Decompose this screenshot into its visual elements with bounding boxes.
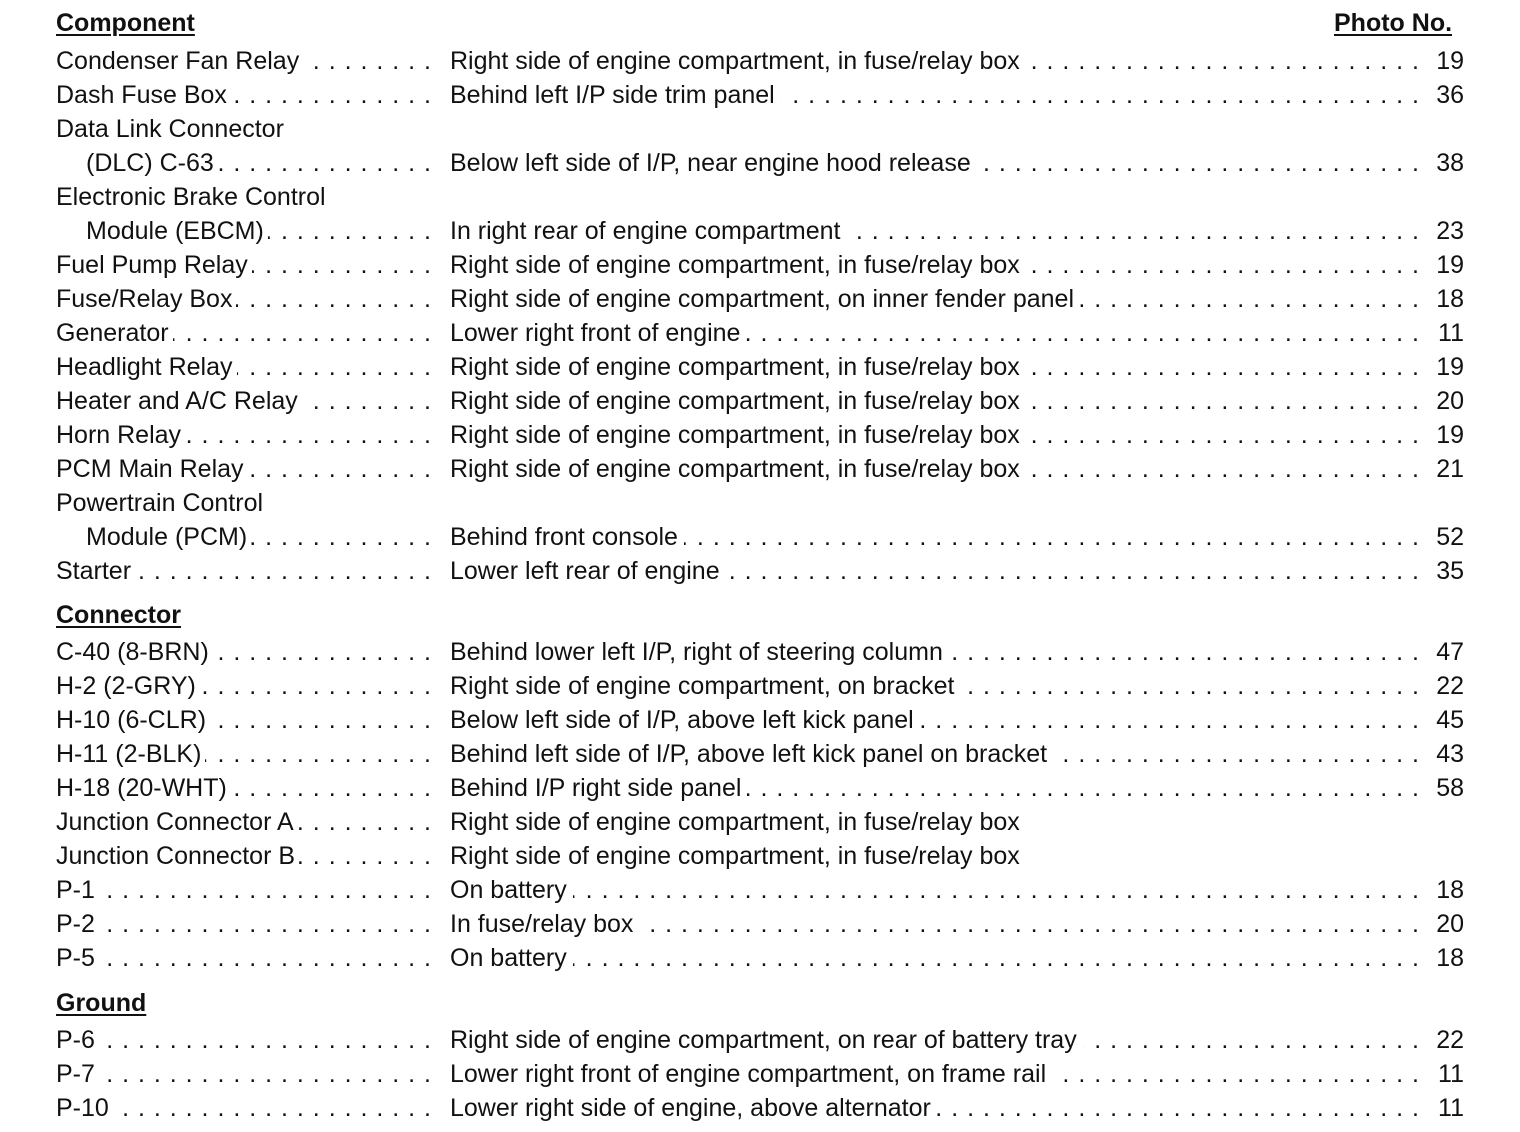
component-name-label: Module (EBCM) bbox=[56, 217, 268, 245]
component-row bbox=[0, 78, 1520, 112]
photo-no-heading: Photo No. bbox=[1334, 9, 1453, 37]
connector-name-label: H-18 (20-WHT) bbox=[56, 774, 231, 802]
connector-location bbox=[450, 907, 1420, 941]
component-location-label: Right side of engine compartment, in fuse/relay box bbox=[450, 251, 1026, 279]
component-name-label: (DLC) C-63 bbox=[56, 149, 218, 177]
ground-location-label: Lower right front of engine compartment, on frame rail bbox=[450, 1060, 1052, 1088]
connector-row bbox=[0, 805, 1520, 839]
component-photo-number: 18 bbox=[1436, 285, 1464, 313]
connector-location-label: Right side of engine compartment, in fuse/relay box bbox=[450, 808, 1026, 836]
component-name-label: Starter bbox=[56, 557, 135, 585]
component-row bbox=[0, 214, 1520, 248]
component-row bbox=[0, 248, 1520, 282]
connector-location bbox=[450, 737, 1420, 771]
component-photo-number: 21 bbox=[1436, 455, 1464, 483]
component-location-label: Lower right front of engine bbox=[450, 319, 746, 347]
component-location bbox=[450, 112, 1420, 146]
connector-location bbox=[450, 669, 1420, 703]
component-location bbox=[450, 452, 1420, 486]
connector-name bbox=[56, 703, 432, 737]
component-name-label: Generator bbox=[56, 319, 173, 347]
component-name-label: Dash Fuse Box bbox=[56, 81, 231, 109]
connector-photo-number: 47 bbox=[1436, 638, 1464, 666]
component-name bbox=[56, 418, 432, 452]
connector-row bbox=[0, 771, 1520, 805]
ground-photo-number: 11 bbox=[1438, 1060, 1464, 1088]
component-photo-number: 11 bbox=[1438, 319, 1464, 347]
component-name-label: Horn Relay bbox=[56, 421, 185, 449]
component-location-label: Right side of engine compartment, in fuse/relay box bbox=[450, 421, 1026, 449]
component-name bbox=[56, 384, 432, 418]
ground-location bbox=[450, 1091, 1420, 1125]
component-name bbox=[56, 316, 432, 350]
ground-location bbox=[450, 1057, 1420, 1091]
component-location bbox=[450, 180, 1420, 214]
component-photo-number: 38 bbox=[1436, 149, 1464, 177]
ground-name bbox=[56, 1023, 432, 1057]
component-location-label: Behind left I/P side trim panel bbox=[450, 81, 781, 109]
component-location bbox=[450, 418, 1420, 452]
component-name-label: Fuse/Relay Box bbox=[56, 285, 236, 313]
component-photo-number: 19 bbox=[1436, 47, 1464, 75]
connector-name bbox=[56, 941, 432, 975]
ground-photo-number: 22 bbox=[1436, 1026, 1464, 1054]
connector-location-label: Right side of engine compartment, in fuse/relay box bbox=[450, 842, 1026, 870]
connector-photo-number: 22 bbox=[1436, 672, 1464, 700]
component-photo-number: 36 bbox=[1436, 81, 1464, 109]
connector-name-label: P-2 bbox=[56, 910, 99, 938]
connector-photo-number: 18 bbox=[1436, 876, 1464, 904]
component-location bbox=[450, 520, 1420, 554]
connector-name bbox=[56, 737, 432, 771]
component-photo-number: 19 bbox=[1436, 421, 1464, 449]
component-row bbox=[0, 384, 1520, 418]
component-row bbox=[0, 316, 1520, 350]
component-location-label: Right side of engine compartment, in fuse/relay box bbox=[450, 387, 1026, 415]
connector-photo-number: 45 bbox=[1436, 706, 1464, 734]
component-location-label: Lower left rear of engine bbox=[450, 557, 726, 585]
component-location-label: Behind front console bbox=[450, 523, 684, 551]
component-name bbox=[56, 78, 432, 112]
component-name bbox=[56, 282, 432, 316]
component-photo-number: 19 bbox=[1436, 353, 1464, 381]
component-location-label: Right side of engine compartment, on inner fender panel bbox=[450, 285, 1080, 313]
component-name bbox=[56, 520, 432, 554]
component-name bbox=[56, 112, 432, 146]
ground-location-label: Right side of engine compartment, on rear of battery tray bbox=[450, 1026, 1083, 1054]
component-location-label: Right side of engine compartment, in fuse/relay box bbox=[450, 353, 1026, 381]
connector-location bbox=[450, 839, 1420, 873]
component-row bbox=[0, 112, 1520, 146]
connector-name-label: Junction Connector A bbox=[56, 808, 298, 836]
component-location bbox=[450, 282, 1420, 316]
connector-location-label: Right side of engine compartment, on bracket bbox=[450, 672, 960, 700]
component-name bbox=[56, 486, 432, 520]
ground-name-label: P-10 bbox=[56, 1094, 113, 1122]
connector-location bbox=[450, 941, 1420, 975]
component-name-label: Fuel Pump Relay bbox=[56, 251, 252, 279]
ground-location-label: Lower right side of engine, above alternator bbox=[450, 1094, 937, 1122]
component-photo-number: 23 bbox=[1436, 217, 1464, 245]
component-location bbox=[450, 248, 1420, 282]
component-name bbox=[56, 554, 432, 588]
component-row bbox=[0, 554, 1520, 588]
connector-row bbox=[0, 737, 1520, 771]
component-row bbox=[0, 180, 1520, 214]
component-location bbox=[450, 44, 1420, 78]
component-location-label: Right side of engine compartment, in fuse/relay box bbox=[450, 455, 1026, 483]
component-name bbox=[56, 452, 432, 486]
component-name bbox=[56, 248, 432, 282]
connector-location-label: Behind lower left I/P, right of steering column bbox=[450, 638, 949, 666]
component-location-label: Right side of engine compartment, in fuse/relay box bbox=[450, 47, 1026, 75]
connector-location-label: On battery bbox=[450, 876, 573, 904]
component-photo-number: 52 bbox=[1436, 523, 1464, 551]
connector-name-label: P-5 bbox=[56, 944, 99, 972]
connector-photo-number: 43 bbox=[1436, 740, 1464, 768]
connector-name-label: P-1 bbox=[56, 876, 99, 904]
connector-name-label: Junction Connector B bbox=[56, 842, 299, 870]
connector-photo-number: 58 bbox=[1436, 774, 1464, 802]
component-photo-number: 19 bbox=[1436, 251, 1464, 279]
connector-name bbox=[56, 635, 432, 669]
component-row bbox=[0, 146, 1520, 180]
connector-photo-number: 20 bbox=[1436, 910, 1464, 938]
connector-location-label: Below left side of I/P, above left kick panel bbox=[450, 706, 920, 734]
component-location-label bbox=[450, 489, 456, 517]
component-location bbox=[450, 146, 1420, 180]
connector-heading: Connector bbox=[56, 601, 181, 629]
component-name-label: Powertrain Control bbox=[56, 489, 267, 517]
component-location-label bbox=[450, 183, 456, 211]
component-photo-number: 35 bbox=[1436, 557, 1464, 585]
connector-location bbox=[450, 771, 1420, 805]
ground-row bbox=[0, 1091, 1520, 1125]
ground-heading: Ground bbox=[56, 989, 147, 1017]
connector-location bbox=[450, 805, 1420, 839]
component-name bbox=[56, 146, 432, 180]
connector-name bbox=[56, 907, 432, 941]
component-location bbox=[450, 384, 1420, 418]
connector-location bbox=[450, 703, 1420, 737]
ground-name-label: P-6 bbox=[56, 1026, 99, 1054]
component-name bbox=[56, 44, 432, 78]
component-name-label: Heater and A/C Relay bbox=[56, 387, 302, 415]
ground-location bbox=[450, 1023, 1420, 1057]
component-name bbox=[56, 214, 432, 248]
connector-name bbox=[56, 839, 432, 873]
connector-row bbox=[0, 703, 1520, 737]
connector-name bbox=[56, 771, 432, 805]
connector-row bbox=[0, 839, 1520, 873]
component-location bbox=[450, 78, 1420, 112]
component-name-label: Electronic Brake Control bbox=[56, 183, 330, 211]
connector-row bbox=[0, 635, 1520, 669]
connector-location-label: On battery bbox=[450, 944, 573, 972]
ground-name bbox=[56, 1057, 432, 1091]
connector-location-label: Behind I/P right side panel bbox=[450, 774, 747, 802]
ground-name-label: P-7 bbox=[56, 1060, 99, 1088]
component-location bbox=[450, 486, 1420, 520]
component-location-label bbox=[450, 115, 456, 143]
connector-photo-number: 18 bbox=[1436, 944, 1464, 972]
component-name bbox=[56, 180, 432, 214]
component-location bbox=[450, 214, 1420, 248]
component-name-label: Headlight Relay bbox=[56, 353, 237, 381]
component-photo-number: 20 bbox=[1436, 387, 1464, 415]
ground-name bbox=[56, 1091, 432, 1125]
connector-name bbox=[56, 873, 432, 907]
connector-name-label: C-40 (8-BRN) bbox=[56, 638, 213, 666]
component-name-label: Data Link Connector bbox=[56, 115, 288, 143]
connector-name-label: H-11 (2-BLK) bbox=[56, 740, 205, 768]
component-row bbox=[0, 350, 1520, 384]
component-name bbox=[56, 350, 432, 384]
connector-location bbox=[450, 873, 1420, 907]
component-row bbox=[0, 418, 1520, 452]
component-location-label: Below left side of I/P, near engine hood release bbox=[450, 149, 977, 177]
connector-row bbox=[0, 941, 1520, 975]
connector-row bbox=[0, 669, 1520, 703]
connector-row bbox=[0, 873, 1520, 907]
component-location bbox=[450, 350, 1420, 384]
component-name-label: PCM Main Relay bbox=[56, 455, 248, 483]
component-row bbox=[0, 520, 1520, 554]
connector-location-label: Behind left side of I/P, above left kick panel on bracket bbox=[450, 740, 1053, 768]
connector-name-label: H-10 (6-CLR) bbox=[56, 706, 210, 734]
connector-name-label: H-2 (2-GRY) bbox=[56, 672, 200, 700]
component-location-label: In right rear of engine compartment bbox=[450, 217, 846, 245]
component-row bbox=[0, 282, 1520, 316]
component-name-label: Condenser Fan Relay bbox=[56, 47, 303, 75]
component-location bbox=[450, 554, 1420, 588]
component-row bbox=[0, 452, 1520, 486]
connector-row bbox=[0, 907, 1520, 941]
component-row bbox=[0, 486, 1520, 520]
connector-name bbox=[56, 805, 432, 839]
component-row bbox=[0, 44, 1520, 78]
connector-name bbox=[56, 669, 432, 703]
ground-row bbox=[0, 1023, 1520, 1057]
connector-location bbox=[450, 635, 1420, 669]
connector-location-label: In fuse/relay box bbox=[450, 910, 639, 938]
ground-photo-number: 11 bbox=[1438, 1094, 1464, 1122]
component-name-label: Module (PCM) bbox=[56, 523, 251, 551]
component-heading: Component bbox=[56, 9, 195, 37]
ground-row bbox=[0, 1057, 1520, 1091]
component-location bbox=[450, 316, 1420, 350]
